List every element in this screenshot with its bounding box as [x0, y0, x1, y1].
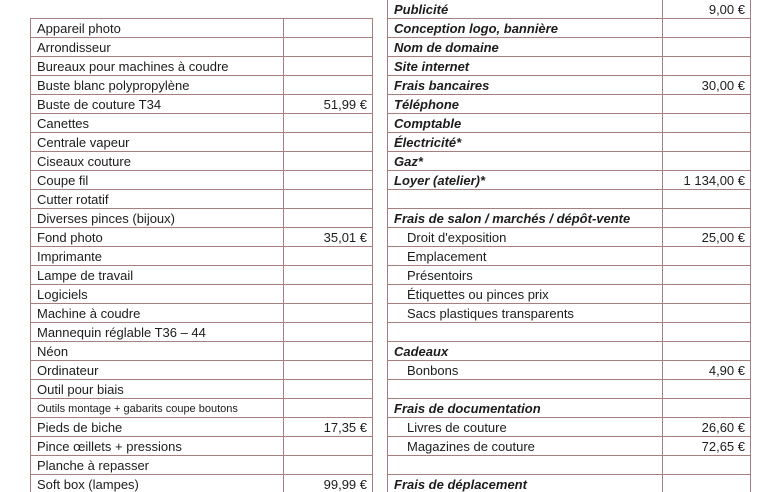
item-value-cell[interactable]: [663, 323, 751, 342]
item-value-cell[interactable]: [663, 475, 751, 492]
table-row: [31, 456, 373, 475]
item-value-cell[interactable]: [663, 399, 751, 418]
table-row: [31, 418, 373, 437]
item-label-cell[interactable]: Diverses pinces (bijoux): [31, 209, 284, 228]
item-label-cell[interactable]: Livres de couture: [388, 418, 663, 437]
item-value-cell[interactable]: [663, 133, 751, 152]
item-label-cell[interactable]: Emplacement: [388, 247, 663, 266]
item-label-cell[interactable]: Imprimante: [31, 247, 284, 266]
item-value-cell[interactable]: [663, 95, 751, 114]
item-label-cell[interactable]: Buste de couture T34: [31, 95, 284, 114]
item-label-cell[interactable]: [388, 323, 663, 342]
item-value-cell[interactable]: 99,99 €: [284, 475, 373, 492]
item-label-cell[interactable]: Étiquettes ou pinces prix: [388, 285, 663, 304]
table-row: [388, 266, 751, 285]
item-value-cell[interactable]: [284, 76, 373, 95]
item-value-cell[interactable]: 51,99 €: [284, 95, 373, 114]
item-value-cell[interactable]: [663, 57, 751, 76]
item-label-cell[interactable]: Droit d'exposition: [388, 228, 663, 247]
item-label-cell[interactable]: Ordinateur: [31, 361, 284, 380]
table-row: [388, 323, 751, 342]
table-row: [388, 399, 751, 418]
table-row: [31, 304, 373, 323]
item-value-cell[interactable]: [663, 342, 751, 361]
item-value-cell[interactable]: 25,00 €: [663, 228, 751, 247]
table-row: [388, 437, 751, 456]
table-row: [31, 380, 373, 399]
item-value-cell[interactable]: [284, 190, 373, 209]
table-row: [31, 133, 373, 152]
item-value-cell[interactable]: [663, 380, 751, 399]
table-row: [388, 19, 751, 38]
item-value-cell[interactable]: [284, 247, 373, 266]
table-row: [388, 171, 751, 190]
item-label-cell[interactable]: Loyer (atelier)*: [388, 171, 663, 190]
item-label-cell[interactable]: Électricité*: [388, 133, 663, 152]
table-row: [31, 323, 373, 342]
item-value-cell[interactable]: [284, 114, 373, 133]
item-label-cell[interactable]: [388, 456, 663, 475]
item-label-cell[interactable]: Bonbons: [388, 361, 663, 380]
item-label-cell[interactable]: Magazines de couture: [388, 437, 663, 456]
table-row: [388, 304, 751, 323]
item-value-cell[interactable]: [284, 209, 373, 228]
item-label-cell[interactable]: Planche à repasser: [31, 456, 284, 475]
item-value-cell[interactable]: [663, 304, 751, 323]
item-label-cell[interactable]: Nom de domaine: [388, 38, 663, 57]
item-label-cell[interactable]: Publicité: [388, 0, 663, 19]
item-label-cell[interactable]: Soft box (lampes): [31, 475, 284, 492]
table-row: [31, 342, 373, 361]
item-label-cell[interactable]: Bureaux pour machines à coudre: [31, 57, 284, 76]
table-row: [388, 133, 751, 152]
item-value-cell[interactable]: [284, 171, 373, 190]
table-row: [388, 361, 751, 380]
item-label-cell[interactable]: Sacs plastiques transparents: [388, 304, 663, 323]
table-row: [31, 228, 373, 247]
item-label-cell[interactable]: Conception logo, bannière: [388, 19, 663, 38]
item-label-cell[interactable]: [388, 190, 663, 209]
table-row: [388, 342, 751, 361]
item-value-cell[interactable]: [663, 285, 751, 304]
item-value-cell[interactable]: 1 134,00 €: [663, 171, 751, 190]
item-value-cell[interactable]: [284, 304, 373, 323]
item-label-cell[interactable]: Ciseaux couture: [31, 152, 284, 171]
item-value-cell[interactable]: 9,00 €: [663, 0, 751, 19]
table-row: [31, 437, 373, 456]
table-row: [31, 171, 373, 190]
item-value-cell[interactable]: [284, 323, 373, 342]
item-label-cell[interactable]: Présentoirs: [388, 266, 663, 285]
item-value-cell[interactable]: [284, 342, 373, 361]
item-value-cell[interactable]: [284, 437, 373, 456]
table-row: [31, 399, 373, 418]
item-value-cell[interactable]: [284, 285, 373, 304]
table-row: [31, 19, 373, 38]
item-value-cell[interactable]: [663, 247, 751, 266]
item-value-cell[interactable]: 30,00 €: [663, 76, 751, 95]
table-row: [31, 475, 373, 492]
item-value-cell[interactable]: [663, 152, 751, 171]
item-label-cell[interactable]: Téléphone: [388, 95, 663, 114]
table-row: [388, 228, 751, 247]
table-row: [388, 190, 751, 209]
item-value-cell[interactable]: [284, 266, 373, 285]
item-label-cell[interactable]: Outil pour biais: [31, 380, 284, 399]
table-row: [388, 475, 751, 492]
item-label-cell[interactable]: Canettes: [31, 114, 284, 133]
item-label-cell[interactable]: Cutter rotatif: [31, 190, 284, 209]
table-row: [31, 95, 373, 114]
item-label-cell[interactable]: Appareil photo: [31, 19, 284, 38]
table-row: [388, 0, 751, 19]
table-row: [31, 266, 373, 285]
item-value-cell[interactable]: [284, 380, 373, 399]
item-label-cell[interactable]: Buste blanc polypropylène: [31, 76, 284, 95]
item-value-cell[interactable]: [663, 19, 751, 38]
item-value-cell[interactable]: [284, 19, 373, 38]
item-value-cell[interactable]: [284, 361, 373, 380]
table-row: [388, 380, 751, 399]
item-value-cell[interactable]: 35,01 €: [284, 228, 373, 247]
table-row: [31, 247, 373, 266]
item-value-cell[interactable]: 26,60 €: [663, 418, 751, 437]
item-label-cell[interactable]: Site internet: [388, 57, 663, 76]
item-value-cell[interactable]: [284, 152, 373, 171]
table-row: [388, 456, 751, 475]
table-row: [31, 190, 373, 209]
item-label-cell[interactable]: Comptable: [388, 114, 663, 133]
right-expense-table: [387, 0, 751, 492]
item-value-cell[interactable]: 72,65 €: [663, 437, 751, 456]
item-label-cell[interactable]: Outils montage + gabarits coupe boutons: [31, 399, 284, 418]
item-label-cell[interactable]: Frais de déplacement: [388, 475, 663, 492]
table-row: [388, 209, 751, 228]
item-value-cell[interactable]: [663, 190, 751, 209]
item-label-cell[interactable]: Pince œillets + pressions: [31, 437, 284, 456]
table-row: [31, 152, 373, 171]
table-row: [388, 76, 751, 95]
item-label-cell[interactable]: [388, 380, 663, 399]
item-value-cell[interactable]: [284, 133, 373, 152]
item-value-cell[interactable]: [663, 209, 751, 228]
table-row: [31, 57, 373, 76]
item-label-cell[interactable]: Frais de salon / marchés / dépôt-vente: [388, 209, 663, 228]
table-row: [388, 57, 751, 76]
item-value-cell[interactable]: [663, 456, 751, 475]
item-label-cell[interactable]: Cadeaux: [388, 342, 663, 361]
table-row: [31, 38, 373, 57]
item-value-cell[interactable]: [284, 38, 373, 57]
table-row: [388, 95, 751, 114]
item-value-cell[interactable]: [284, 456, 373, 475]
item-label-cell[interactable]: Mannequin réglable T36 – 44: [31, 323, 284, 342]
item-value-cell[interactable]: 4,90 €: [663, 361, 751, 380]
item-label-cell[interactable]: Arrondisseur: [31, 38, 284, 57]
item-label-cell[interactable]: Coupe fil: [31, 171, 284, 190]
item-label-cell[interactable]: Fond photo: [31, 228, 284, 247]
table-row: [388, 247, 751, 266]
item-value-cell[interactable]: [284, 399, 373, 418]
table-row: [388, 38, 751, 57]
item-value-cell[interactable]: [663, 38, 751, 57]
item-label-cell[interactable]: Centrale vapeur: [31, 133, 284, 152]
item-label-cell[interactable]: Frais de documentation: [388, 399, 663, 418]
item-label-cell[interactable]: Pieds de biche: [31, 418, 284, 437]
table-row: [388, 285, 751, 304]
left-expense-table: [30, 18, 373, 492]
item-label-cell[interactable]: Frais bancaires: [388, 76, 663, 95]
table-row: [388, 418, 751, 437]
item-label-cell[interactable]: Gaz*: [388, 152, 663, 171]
table-row: [31, 76, 373, 95]
item-value-cell[interactable]: [284, 57, 373, 76]
table-row: [31, 209, 373, 228]
item-label-cell[interactable]: Machine à coudre: [31, 304, 284, 323]
table-row: [31, 114, 373, 133]
table-row: [388, 114, 751, 133]
item-label-cell[interactable]: Lampe de travail: [31, 266, 284, 285]
table-row: [388, 152, 751, 171]
item-label-cell[interactable]: Néon: [31, 342, 284, 361]
item-value-cell[interactable]: 17,35 €: [284, 418, 373, 437]
item-value-cell[interactable]: [663, 114, 751, 133]
item-label-cell[interactable]: Logiciels: [31, 285, 284, 304]
item-value-cell[interactable]: [663, 266, 751, 285]
table-row: [31, 361, 373, 380]
table-row: [31, 285, 373, 304]
